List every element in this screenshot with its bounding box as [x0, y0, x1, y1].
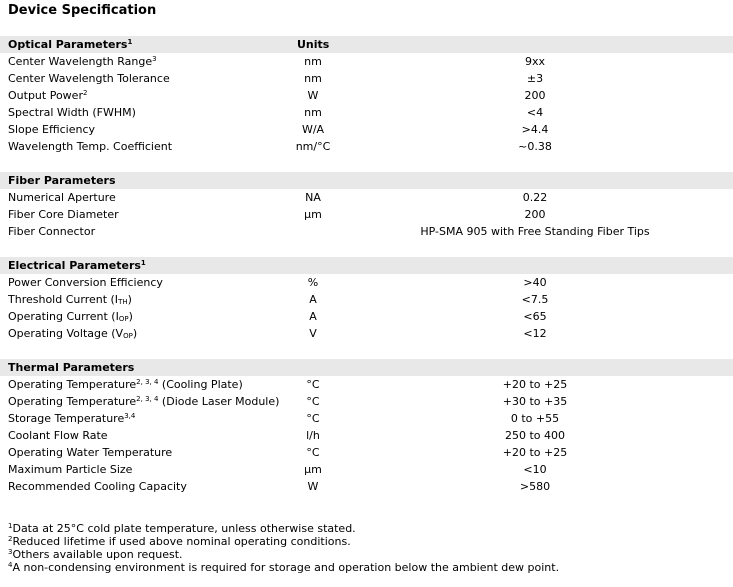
param-label: Center Wavelength Tolerance	[8, 72, 170, 85]
table-row	[0, 427, 733, 444]
thermal-section	[0, 359, 733, 495]
optical-header-label: Optical Parameters	[8, 38, 128, 51]
param-label: Numerical Aperture	[8, 191, 116, 204]
electrical-rows	[0, 274, 733, 342]
param-label-suffix: )	[127, 293, 132, 306]
param-name	[8, 395, 279, 408]
param-label: Threshold Current (I	[8, 293, 119, 306]
param-unit: V	[309, 327, 317, 340]
table-row	[0, 138, 733, 155]
param-value: 200	[524, 208, 546, 221]
param-label: Coolant Flow Rate	[8, 429, 108, 442]
param-name	[8, 480, 187, 493]
param-value: 9xx	[524, 55, 546, 68]
table-row	[0, 274, 733, 291]
param-label: Operating Current (I	[8, 310, 119, 323]
param-name	[8, 463, 132, 476]
table-row	[0, 70, 733, 87]
param-unit: °C	[306, 412, 320, 425]
param-label: Maximum Particle Size	[8, 463, 133, 476]
param-unit: W	[307, 480, 319, 493]
param-name	[8, 72, 170, 85]
param-unit: nm/°C	[295, 140, 331, 153]
param-unit: nm	[304, 55, 322, 68]
table-row	[0, 206, 733, 223]
param-label-suffix: )	[132, 327, 138, 340]
param-unit: NA	[305, 191, 321, 204]
param-unit: A	[309, 310, 317, 323]
param-name	[8, 89, 87, 102]
param-value: ~0.38	[518, 140, 552, 153]
optical-header	[0, 36, 733, 53]
param-value: HP-SMA 905 with Free Standing Fiber Tips	[420, 225, 650, 238]
param-name	[8, 55, 157, 68]
param-value: >4.4	[521, 123, 549, 136]
table-row	[0, 376, 733, 393]
param-name	[8, 140, 172, 153]
param-value: <10	[523, 463, 547, 476]
table-row	[0, 189, 733, 206]
table-row	[0, 87, 733, 104]
table-row	[0, 104, 733, 121]
param-label: Operating Voltage (V	[8, 327, 124, 340]
param-value: 0.22	[522, 191, 548, 204]
footnote-text: Data at 25°C cold plate temperature, unless otherwise stated.	[12, 522, 356, 535]
page-title: Device Specification	[8, 3, 157, 18]
param-subscript: OP	[123, 332, 133, 340]
table-row	[0, 53, 733, 70]
param-value: +20 to +25	[502, 446, 568, 459]
param-value: <4	[526, 106, 544, 119]
param-name	[8, 378, 243, 391]
electrical-header-title	[8, 259, 146, 272]
table-row	[0, 291, 733, 308]
footnote-number: 3	[8, 548, 13, 556]
param-name	[8, 191, 116, 204]
footnote-number: 1	[8, 522, 13, 530]
fiber-header	[0, 172, 733, 189]
table-row	[0, 308, 733, 325]
table-row	[0, 410, 733, 427]
fiber-rows	[0, 189, 733, 240]
table-row	[0, 223, 733, 240]
param-name	[8, 429, 108, 442]
param-name	[8, 123, 95, 136]
param-footnote-ref: 3	[152, 55, 157, 63]
footnote-text: Others available upon request.	[12, 548, 183, 561]
param-label: Output Power	[8, 89, 83, 102]
fiber-section	[0, 172, 733, 240]
table-row	[0, 325, 733, 342]
param-value: ±3	[526, 72, 544, 85]
param-footnote-ref: 2	[82, 89, 88, 97]
param-name	[8, 310, 133, 323]
thermal-header-title: Thermal Parameters	[8, 361, 135, 374]
param-unit: l/h	[306, 429, 320, 442]
param-label: Fiber Core Diameter	[8, 208, 119, 221]
param-label: Center Wavelength Range	[8, 55, 153, 68]
param-label-suffix: (Cooling Plate)	[158, 378, 243, 391]
thermal-rows	[0, 376, 733, 495]
footnote	[8, 548, 559, 561]
param-label: Storage Temperature	[8, 412, 125, 425]
param-name	[8, 412, 135, 425]
param-label: Operating Water Temperature	[8, 446, 173, 459]
param-subscript: TH	[118, 298, 128, 306]
param-footnote-ref: 2, 3, 4	[136, 395, 159, 403]
param-name	[8, 276, 163, 289]
footnote-text: A non-condensing environment is required for storage and operation below the ambient dew point.	[12, 561, 560, 574]
footnote-number: 4	[8, 561, 13, 569]
param-label: Operating Temperature	[8, 395, 137, 408]
param-label: Wavelength Temp. Coefficient	[8, 140, 173, 153]
units-header: Units	[297, 38, 330, 51]
param-value: 200	[524, 89, 546, 102]
electrical-header-sup: 1	[140, 259, 146, 267]
param-unit: µm	[304, 463, 322, 476]
param-label: Recommended Cooling Capacity	[8, 480, 187, 493]
param-value: <65	[523, 310, 547, 323]
footnote	[8, 561, 559, 574]
electrical-section	[0, 257, 733, 342]
param-name	[8, 106, 136, 119]
param-unit: A	[309, 293, 317, 306]
param-unit: µm	[304, 208, 322, 221]
param-name	[8, 208, 119, 221]
footnote	[8, 522, 559, 535]
thermal-header	[0, 359, 733, 376]
footnote-number: 2	[8, 535, 13, 543]
electrical-header	[0, 257, 733, 274]
param-unit: nm	[304, 106, 322, 119]
table-row	[0, 121, 733, 138]
footnotes	[8, 522, 559, 574]
param-name	[8, 327, 137, 340]
param-subscript: OP	[118, 315, 129, 323]
param-label: Spectral Width (FWHM)	[8, 106, 136, 119]
table-row	[0, 444, 733, 461]
optical-rows	[0, 53, 733, 155]
param-unit: %	[307, 276, 319, 289]
param-unit: °C	[306, 446, 320, 459]
param-unit: W/A	[301, 123, 325, 136]
param-value: >580	[519, 480, 551, 493]
param-value: 0 to +55	[510, 412, 560, 425]
table-row	[0, 478, 733, 495]
optical-header-title	[8, 38, 132, 51]
param-value: 250 to 400	[504, 429, 566, 442]
param-value: +20 to +25	[502, 378, 568, 391]
param-value: <7.5	[521, 293, 549, 306]
param-label: Slope Efficiency	[8, 123, 96, 136]
param-label-suffix: )	[128, 310, 133, 323]
table-row	[0, 393, 733, 410]
optical-header-sup: 1	[127, 38, 133, 46]
param-label: Operating Temperature	[8, 378, 137, 391]
param-footnote-ref: 3,4	[124, 412, 136, 420]
footnote-text: Reduced lifetime if used above nominal operating conditions.	[12, 535, 351, 548]
param-unit: °C	[306, 395, 320, 408]
fiber-header-title: Fiber Parameters	[8, 174, 116, 187]
param-value: >40	[523, 276, 547, 289]
footnote	[8, 535, 559, 548]
param-unit: nm	[304, 72, 322, 85]
param-value: +30 to +35	[502, 395, 568, 408]
param-label: Power Conversion Efficiency	[8, 276, 163, 289]
param-value: <12	[523, 327, 547, 340]
param-name	[8, 225, 95, 238]
param-unit: W	[307, 89, 319, 102]
param-name	[8, 293, 132, 306]
param-label-suffix: (Diode Laser Module)	[158, 395, 280, 408]
electrical-header-label: Electrical Parameters	[8, 259, 141, 272]
optical-section	[0, 36, 733, 155]
param-label: Fiber Connector	[8, 225, 96, 238]
param-footnote-ref: 2, 3, 4	[136, 378, 159, 386]
param-name	[8, 446, 172, 459]
table-row	[0, 461, 733, 478]
param-unit: °C	[306, 378, 320, 391]
